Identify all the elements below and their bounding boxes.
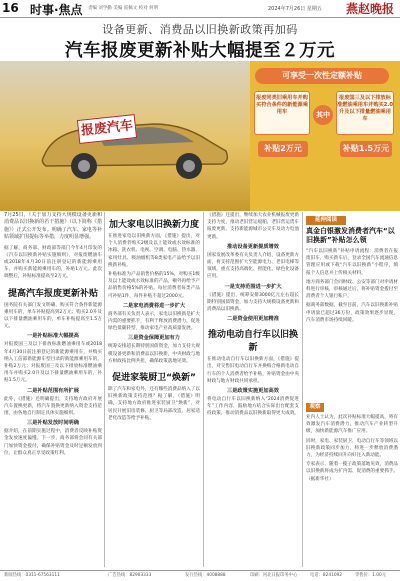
issue-date: 2024年7月26日 星期五 bbox=[268, 6, 322, 12]
section-heading: 推动电动自行车以旧换新 bbox=[207, 330, 298, 354]
section-name: 时事·焦点 bbox=[30, 3, 83, 17]
side-title: 真金白银激发消费者汽车“以旧换新”补贴怎么领 bbox=[306, 227, 395, 244]
column-divider bbox=[203, 212, 204, 567]
article-paragraph: 统筹安排超长期特别国债资金，加力支持大规模设备更新和消费品以旧换新，中央财政与地方财政按比例共担，确保政策落地见效。 bbox=[108, 344, 200, 364]
footer-ad-line: 广告热线：82903333 bbox=[108, 573, 152, 578]
fuel-subsidy-amount: 补贴1.5万元 bbox=[340, 141, 392, 157]
footer-phone: 电话：8241092 bbox=[310, 573, 343, 578]
article-paragraph: 在推进家电以旧换新方面，《措施》提出，对个人消费者购买2级及以上能效或水效标准的冰箱、洗衣机、电视、空调、电脑、热水器、家用灶具、吸油烟机等8类家电产品给予以旧换新补贴。 bbox=[108, 234, 200, 268]
article-paragraph: 国务院有关部门发文明确，购买符合条件新能源乘用车的，单车补贴提高到2万元；购买2.0升及以下排量燃油乘用车的，单车补贴提高至1.5万元。 bbox=[4, 302, 102, 330]
side-tag: 延伸阅读 bbox=[306, 216, 346, 225]
side-paragraph: 据商务部数据，截至目前，汽车以旧换新补贴申请量已超过36万份，政策效果逐步显现，汽车消费市场持续回暖。 bbox=[306, 303, 398, 323]
column-divider bbox=[302, 212, 303, 567]
column-3 bbox=[207, 212, 299, 420]
side-column-2 bbox=[306, 414, 398, 485]
article-paragraph: 据了解，商务部、财政部等部门今年4月印发的《汽车以旧换新补贴实施细则》，对报废燃油车或2018年4月30日前注册登记的新能源乘用车，并购买新能源乘用车的，补贴1万元。此次调整后，补贴标准提高至2万元。 bbox=[4, 245, 102, 280]
article-paragraph: 国家发展改革委有关负责人介绍，设备更新方面，将支持范围扩大至能源电力、老旧电梯等领域，重点支持高端化、智能化、绿色化设备应用。 bbox=[207, 252, 299, 280]
subheading: 二是资金使用更加精准 bbox=[227, 316, 279, 323]
article-paragraph: 此外，《措施》还明确提出，支持地方政府开展汽车置换更新，将汽车置换更新纳入资金支持范围，由各地自行制定具体实施细则。 bbox=[4, 396, 102, 417]
subheading: 二是补贴范围有所扩展 bbox=[27, 387, 79, 394]
hero-infographic bbox=[0, 61, 400, 211]
article-paragraph: 对报废国三及以下排放标准燃油乘用车或2018年4月30日前注册登记的新能源乘用车，并购买纳入工信部新能源车型目录的新能源乘用车的，补贴2万元；对报废国三及以下排放标准燃油乘用车并购买2.0升及以下排量燃油乘用车的，补贴1.5万元。 bbox=[4, 342, 102, 384]
footer-hotline: 新闻热线：0311-67563111 bbox=[4, 573, 60, 578]
footer-price: 零售价：1.00元 bbox=[355, 573, 387, 578]
subheading: 三是补贴发放时间明确 bbox=[27, 420, 79, 427]
side-tag-2: 观察 bbox=[306, 403, 324, 412]
editors-line: 责编 刘学勤 美编 雷佩文 校对 何明 bbox=[88, 6, 159, 11]
article-paragraph: 除了汽车和家电外，还有哪些消费品纳入了以旧换新政策支持范围？据了解，《措施》明确，支持地方政府推进家装厨卫“焕新”，对居民开展旧房装修、厨卫等局部改造、居家适老化改造等给予补贴。 bbox=[108, 387, 200, 421]
nev-subsidy-amount: 补贴2万元 bbox=[258, 141, 308, 157]
nev-condition-box: 报废同类旧乘用车并购买符合条件的新能源乘用车 bbox=[254, 91, 310, 135]
side-paragraph: “汽车以旧换新”补贴申请流程：消费者在报废旧车、购买新车后，登录全国汽车流通信息管理应用或下载“汽车以旧换新”小程序，填报个人信息并上传相关材料。 bbox=[306, 249, 398, 276]
kicker-headline: 设备更新、消费品以旧换新政策再加码 bbox=[102, 23, 298, 36]
subheading: 一是支持范围进一步扩大 bbox=[224, 283, 282, 290]
side-paragraph: 同时，家电、家装厨卫、电动自行车等领域以旧换新政策同步加力，将进一步释放消费潜力，为经济持续回升向好注入新动能。 bbox=[306, 438, 398, 459]
side-paragraph: 地方商务部门会同财政、公安等部门对申请材料进行审核，审核通过后，将补贴资金拨付至消费者个人银行账户。 bbox=[306, 279, 398, 300]
newspaper-logo: 燕赵晚报 bbox=[346, 2, 395, 16]
article-paragraph: 《措施》提出，统筹安排3000亿元左右超长期特别国债资金，加力支持大规模设备更新和消费品以旧换新。 bbox=[207, 292, 299, 313]
lead-paragraph: 7月25日，《关于加力支持大规模设备更新和消费品以旧换新的若干措施》（以下简称《措施》）正式公开发布。明确了汽车、家电等补贴领域扩围提标等举措，力度明显增强。 bbox=[4, 212, 102, 241]
among-which-circle: 其中 bbox=[313, 105, 333, 125]
side-column bbox=[306, 225, 398, 326]
main-headline: 汽车报废更新补贴大幅提至２万元 bbox=[65, 41, 335, 61]
subheading: 一是补贴标准大幅提高 bbox=[27, 333, 79, 340]
fuel-condition-box: 报废国三及以下排放标准燃油乘用车并购买2.0升及以下排量燃油乘用车 bbox=[336, 91, 394, 135]
subsidy-banner: 可享受一次性定额补贴 bbox=[255, 68, 389, 84]
section-heading: 促进家装厨卫“焕新” bbox=[112, 373, 196, 384]
header-divider bbox=[0, 17, 400, 18]
footer-printer: 印刷：河北日报印务中心 bbox=[250, 573, 298, 578]
article-paragraph: 商务部有关负责人表示，家电以旧换新是扩大内需的重要抓手，有利于释放消费潜力，促进绿色低碳转型，推动家电产业高质量发展。 bbox=[108, 311, 200, 332]
article-paragraph: 将电动自行车以旧换新纳入“2024消费促进年”工作内容，鼓励地方结合实际出台配套支持政策，推动消费品以旧换新取得更大成效。 bbox=[207, 397, 299, 417]
article-paragraph: 补贴标准为产品销售价格的15%，对购买1级及以上能效或水效标准的产品，额外再给予产品销售价格5%的补贴。每位消费者每类产品可补贴1件，每件补贴不超过2000元。 bbox=[108, 272, 200, 299]
article-paragraph: 在推动电动自行车以旧换新方面，《措施》提出，对交售旧电动自行车并换购合格新电动自行车的个人消费者给予补贴，补贴资金由中央财政与地方财政共同承担。 bbox=[207, 357, 299, 384]
side-paragraph: 业内人士认为，此次补贴标准大幅提高，将有效激发汽车消费潜力，推动汽车产业转型升级，加快新能源汽车推广应用。 bbox=[306, 415, 398, 435]
subheading: 推动设备更新提质增效 bbox=[227, 243, 279, 250]
column-2 bbox=[108, 212, 200, 424]
subheading: 三是政策实施更加高效 bbox=[227, 388, 279, 395]
article-paragraph: 据介绍，在前期实施过程中，消费者反映补贴资金发放速度偏慢。下一步，商务部将会同有关部门加快资金拨付，确保补贴资金及时足额发放到位，让群众真正享受政策红利。 bbox=[4, 429, 102, 456]
section-heading: 提高汽车报废更新补贴 bbox=[7, 288, 98, 299]
scrap-sign: 报废汽车 bbox=[77, 114, 137, 144]
column-divider bbox=[104, 212, 105, 567]
subheading: 二是家电消费将进一步扩大 bbox=[122, 302, 186, 309]
subheading: 三是资金保障更加有力 bbox=[128, 335, 180, 342]
section-heading: 加大家电以旧换新力度 bbox=[108, 220, 199, 230]
column-1 bbox=[4, 212, 102, 459]
side-paragraph: 专家表示，随着一揽子政策落地见效，消费品以旧换新将成为扩内需、促消费的重要抓手。（据新华社） bbox=[306, 462, 398, 482]
article-paragraph: 《措施》还提出，继续加大农业机械报废更新支持力度，推动老旧营运船舶、老旧营运货车报废更新，支持新能源城市公交车及动力电池更新。 bbox=[207, 213, 299, 240]
footer-divider bbox=[0, 570, 400, 571]
footer-distribution: 发行热线：4008888 bbox=[185, 573, 226, 578]
page-number: 16 bbox=[2, 1, 19, 15]
